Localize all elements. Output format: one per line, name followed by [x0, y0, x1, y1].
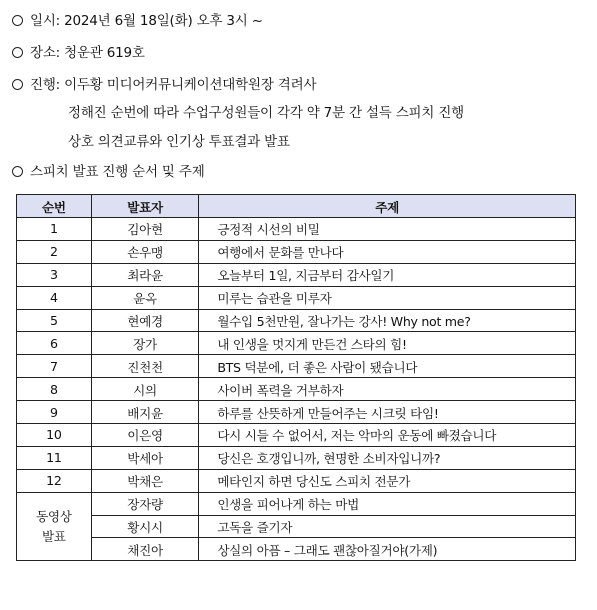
row-number: 12 [17, 469, 92, 492]
row-topic: 긍정적 시선의 비밀 [199, 218, 576, 241]
header-order: 순번 [17, 195, 92, 218]
table-row [17, 446, 576, 469]
info-place: 장소: 청운관 619호 [12, 41, 145, 61]
info-progress-detail-2: 상호 의견교류와 인기상 투표결과 발표 [68, 134, 290, 150]
table-row [17, 355, 576, 378]
info-progress-detail-1: 정해진 순번에 따라 수업구성원들이 각각 약 7분 간 설득 스피치 진행 [68, 105, 465, 121]
row-number: 10 [17, 424, 92, 447]
header-speaker: 발표자 [91, 195, 199, 218]
row-speaker: 채진아 [91, 538, 199, 561]
row-speaker: 시의 [91, 378, 199, 401]
table-row [17, 332, 576, 355]
circle-bullet-icon [12, 47, 23, 58]
table-row [17, 240, 576, 263]
row-speaker: 박세아 [91, 446, 199, 469]
header-topic: 주제 [199, 195, 576, 218]
row-topic: 미루는 습관을 미루자 [199, 286, 576, 309]
row-topic: 사이버 폭력을 거부하자 [199, 378, 576, 401]
row-topic: 인생을 피어나게 하는 마법 [199, 492, 576, 515]
circle-bullet-icon [12, 79, 23, 90]
info-progress: 진행: 이두황 미디어커뮤니케이션대학원장 격려사 [12, 73, 316, 93]
video-label-line-2: 발표 [42, 528, 66, 544]
row-speaker: 이은영 [91, 424, 199, 447]
row-speaker: 윤옥 [91, 286, 199, 309]
row-topic: 메타인지 하면 당신도 스피치 전문가 [199, 469, 576, 492]
row-number: 9 [17, 401, 92, 424]
info-date: 일시: 2024년 6월 18일(화) 오후 3시 ~ [12, 9, 263, 29]
table-row [17, 286, 576, 309]
row-topic: 고독을 즐기자 [199, 515, 576, 538]
table-row [17, 401, 576, 424]
row-number: 5 [17, 309, 92, 332]
row-topic: 당신은 호갱입니까, 현명한 소비자입니까? [199, 446, 576, 469]
table-row [17, 378, 576, 401]
table-row [17, 469, 576, 492]
row-number: 8 [17, 378, 92, 401]
row-topic: 다시 시들 수 없어서, 저는 악마의 운동에 빠졌습니다 [199, 424, 576, 447]
row-speaker: 배지윤 [91, 401, 199, 424]
speech-schedule-table [16, 194, 576, 561]
row-speaker: 황시시 [91, 515, 199, 538]
row-speaker: 김아현 [91, 218, 199, 241]
table-row [17, 309, 576, 332]
row-speaker: 장가 [91, 332, 199, 355]
table-row [17, 424, 576, 447]
table-row-video [17, 538, 576, 561]
row-number: 1 [17, 218, 92, 241]
table-row-video [17, 515, 576, 538]
table-row [17, 218, 576, 241]
row-number: 11 [17, 446, 92, 469]
video-group-label [17, 492, 92, 561]
row-topic: 상실의 아픔 – 그래도 괜찮아질거야(가제) [199, 538, 576, 561]
circle-bullet-icon [12, 166, 23, 177]
circle-bullet-icon [12, 15, 23, 26]
row-topic: BTS 덕분에, 더 좋은 사람이 됐습니다 [199, 355, 576, 378]
row-topic: 여행에서 문화를 만나다 [199, 240, 576, 263]
row-number: 2 [17, 240, 92, 263]
table-body [17, 218, 576, 561]
row-speaker: 진천천 [91, 355, 199, 378]
table-row-video [17, 492, 576, 515]
row-number: 4 [17, 286, 92, 309]
row-number: 7 [17, 355, 92, 378]
row-topic: 월수입 5천만원, 잘나가는 강사! Why not me? [199, 309, 576, 332]
row-topic: 내 인생을 멋지게 만든건 스타의 힘! [199, 332, 576, 355]
row-number: 3 [17, 263, 92, 286]
video-label-line-1: 동영상 [36, 508, 72, 524]
row-speaker: 장자량 [91, 492, 199, 515]
row-topic: 오늘부터 1일, 지금부터 감사일기 [199, 263, 576, 286]
table-header-row [17, 195, 576, 218]
table-row [17, 263, 576, 286]
row-speaker: 박채은 [91, 469, 199, 492]
info-order-heading: 스피치 발표 진행 순서 및 주제 [12, 160, 205, 180]
row-speaker: 손우맹 [91, 240, 199, 263]
row-topic: 하루를 산뜻하게 만들어주는 시크릿 타임! [199, 401, 576, 424]
row-speaker: 현예경 [91, 309, 199, 332]
row-speaker: 최라윤 [91, 263, 199, 286]
row-number: 6 [17, 332, 92, 355]
